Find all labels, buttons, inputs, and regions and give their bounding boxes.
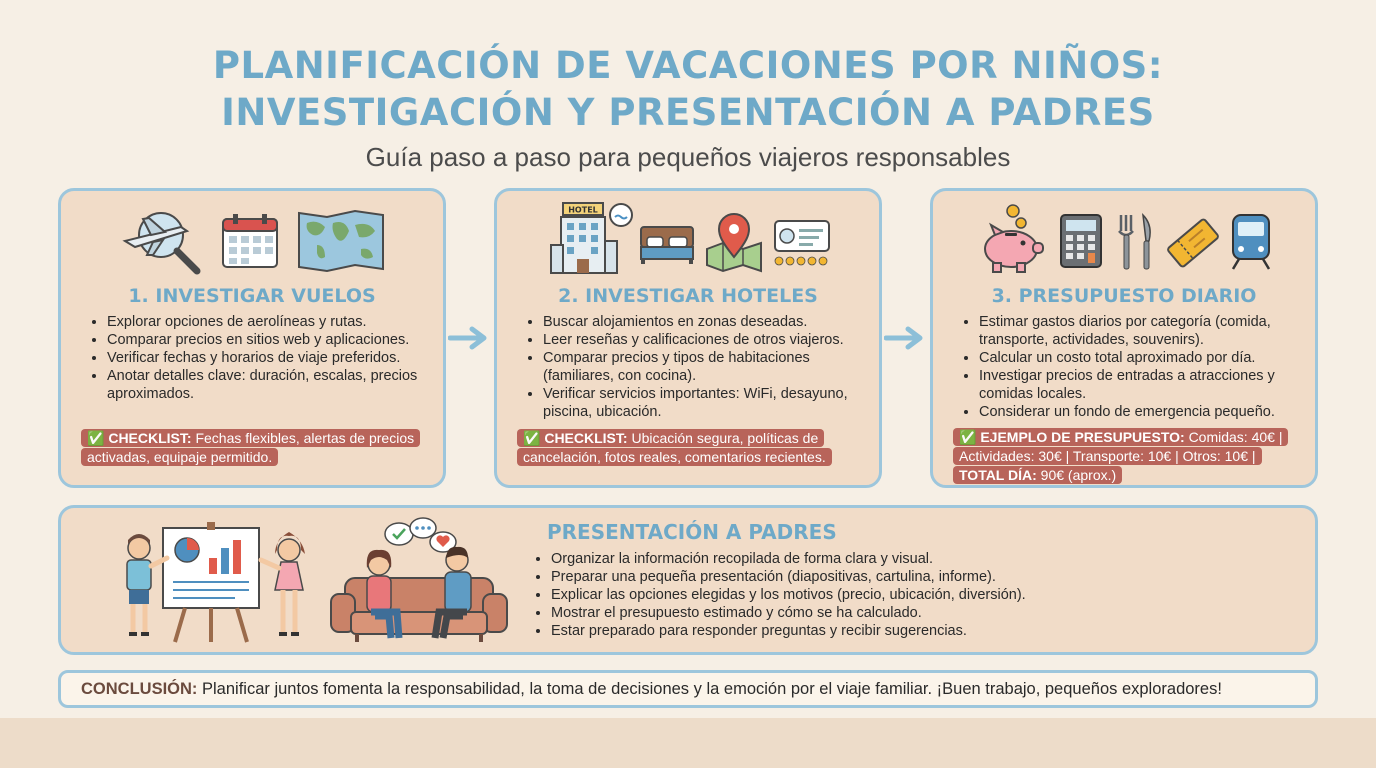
step1-checklist	[81, 429, 427, 467]
list-item: • Explorar opciones de aerolíneas y rutas.	[107, 313, 447, 331]
step2-panel	[494, 188, 882, 488]
presentation-panel	[58, 505, 1318, 655]
ticket-icon	[1165, 215, 1221, 271]
presentation-list	[529, 550, 1311, 640]
budget-text: Comidas: 40€ | Actividades: 30€ | Transporte: 10€ | Otros: 10€ |	[959, 429, 1283, 464]
review-stars-icon	[771, 219, 833, 269]
kids-presenting-icon	[115, 518, 315, 644]
step2-checklist	[517, 429, 863, 467]
map-pin-icon	[705, 213, 763, 273]
world-map-icon	[297, 209, 385, 273]
arrow-right-icon	[448, 326, 492, 350]
piggy-bank-icon	[977, 203, 1049, 275]
title-line-2: INVESTIGACIÓN Y PRESENTACIÓN A PADRES	[221, 91, 1155, 134]
list-item: • Comparar precios en sitios web y aplicaciones.	[107, 331, 447, 349]
conclusion-label: CONCLUSIÓN:	[81, 680, 198, 698]
check-icon: ✅	[523, 430, 541, 446]
list-item: • Buscar alojamientos en zonas deseadas.	[543, 313, 883, 331]
total-label: TOTAL DÍA:	[959, 467, 1037, 483]
checklist-text: Ubicación segura, políticas de cancelación, fotos reales, comentarios recientes.	[523, 430, 826, 465]
step3-budget-example	[953, 428, 1299, 485]
list-item: • Verificar servicios importantes: WiFi, desayuno, piscina, ubicación.	[543, 385, 883, 421]
list-item: • Mostrar el presupuesto estimado y cómo se ha calculado.	[551, 604, 1311, 622]
conclusion-text: Planificar juntos fomenta la responsabilidad, la toma de decisiones y la emoción por el viaje familiar. ¡Buen trabajo, pequeños exploradores!	[202, 680, 1222, 698]
step2-icons	[497, 201, 879, 281]
step3-title: 3. PRESUPUESTO DIARIO	[991, 285, 1257, 307]
fork-knife-icon	[1115, 211, 1155, 271]
page-subtitle: Guía paso a paso para pequeños viajeros responsables	[365, 142, 1011, 172]
check-icon: ✅	[959, 429, 977, 445]
airplane-magnifier-icon	[121, 205, 203, 275]
list-item: • Organizar la información recopilada de forma clara y visual.	[551, 550, 1311, 568]
bottom-band	[0, 718, 1376, 768]
check-icon: ✅	[87, 430, 105, 446]
presentation-title: PRESENTACIÓN A PADRES	[547, 520, 837, 544]
calendar-icon	[221, 213, 279, 269]
list-item: • Comparar precios y tipos de habitaciones (familiares, con cocina).	[543, 349, 883, 385]
list-item: • Verificar fechas y horarios de viaje preferidos.	[107, 349, 447, 367]
total-text: 90€ (aprox.)	[1040, 467, 1117, 483]
step3-icons	[933, 201, 1315, 281]
step2-title: 2. INVESTIGAR HOTELES	[558, 285, 818, 307]
checklist-label: CHECKLIST:	[544, 430, 628, 446]
checklist-label: CHECKLIST:	[108, 430, 192, 446]
step1-list	[85, 313, 447, 403]
conclusion-box	[58, 670, 1318, 708]
budget-label: EJEMPLO DE PRESUPUESTO:	[980, 429, 1185, 445]
step1-panel	[58, 188, 446, 488]
step2-list	[521, 313, 883, 421]
bed-icon	[639, 223, 695, 265]
step1-icons	[61, 201, 443, 281]
parents-on-sofa-icon	[327, 516, 511, 646]
list-item: • Investigar precios de entradas a atracciones y comidas locales.	[979, 367, 1319, 403]
step3-panel	[930, 188, 1318, 488]
train-icon	[1229, 213, 1273, 271]
hotel-sign-text: HOTEL	[568, 205, 598, 215]
calculator-icon	[1059, 213, 1103, 269]
list-item: • Estar preparado para responder preguntas y recibir sugerencias.	[551, 622, 1311, 640]
page-title	[0, 42, 1376, 136]
checklist-text: Fechas flexibles, alertas de precios activadas, equipaje permitido.	[87, 430, 415, 465]
title-line-1: PLANIFICACIÓN DE VACACIONES POR NIÑOS:	[212, 44, 1164, 87]
list-item: • Calcular un costo total aproximado por día.	[979, 349, 1319, 367]
list-item: • Anotar detalles clave: duración, escalas, precios aproximados.	[107, 367, 447, 403]
arrow-right-icon	[884, 326, 928, 350]
list-item: • Estimar gastos diarios por categoría (comida, transporte, actividades, souvenirs).	[979, 313, 1319, 349]
list-item: • Explicar las opciones elegidas y los motivos (precio, ubicación, diversión).	[551, 586, 1311, 604]
list-item: • Leer reseñas y calificaciones de otros viajeros.	[543, 331, 883, 349]
step3-list	[957, 313, 1319, 421]
list-item: • Considerar un fondo de emergencia pequeño.	[979, 403, 1319, 421]
step1-title: 1. INVESTIGAR VUELOS	[128, 285, 376, 307]
hotel-building-icon	[549, 201, 633, 275]
list-item: • Preparar una pequeña presentación (diapositivas, cartulina, informe).	[551, 568, 1311, 586]
